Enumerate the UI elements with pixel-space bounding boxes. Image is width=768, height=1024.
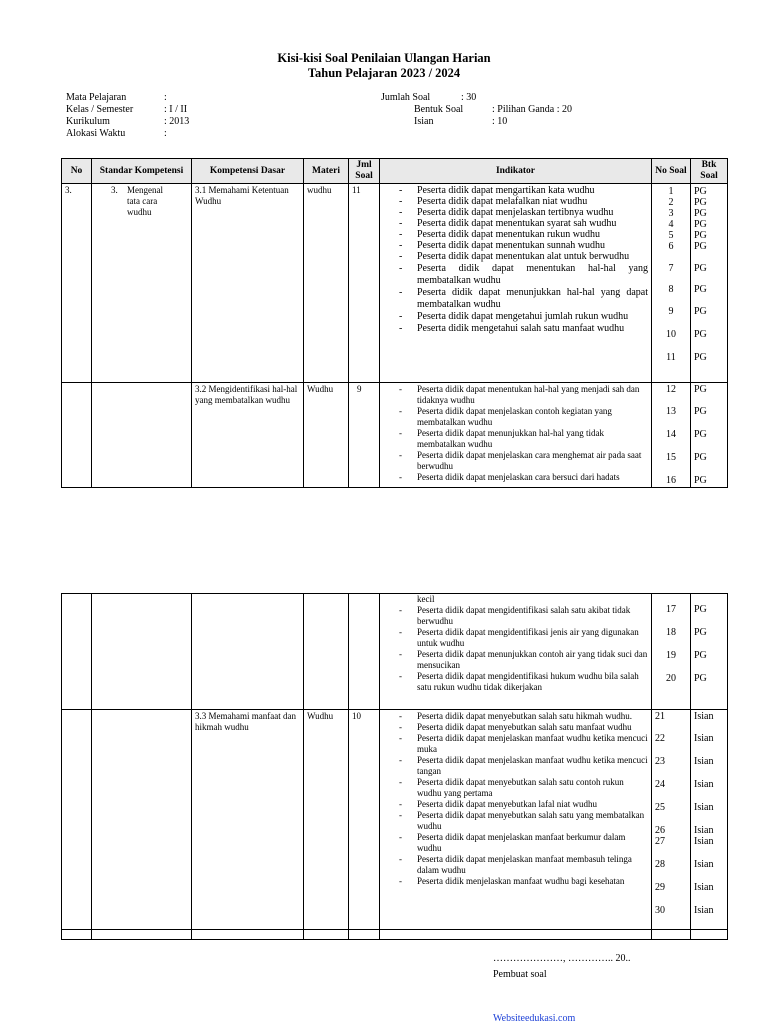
soal-number: 25: [655, 802, 665, 813]
soal-number: 29: [655, 882, 665, 893]
soal-number: 20: [666, 673, 676, 684]
signature-date-line: …………………, ………….. 20..: [493, 953, 631, 964]
kisi-kisi-table-page2: [61, 593, 728, 940]
materi-cell: Wudhu: [304, 710, 349, 930]
meta-value: : 2013: [164, 116, 190, 127]
header-no: No: [62, 159, 92, 184]
jumlah-soal-label: Jumlah Soal: [381, 92, 431, 103]
isian-value: : 10: [492, 116, 508, 127]
table-header-row: [62, 159, 728, 184]
indicator-item: - Peserta didik dapat menjelaskan contoh kegiatan yang membatalkan wudhu: [383, 406, 648, 428]
indicator-item: - Peserta didik dapat menjelaskan tertibnya wudhu: [383, 207, 648, 218]
soal-number: 19: [666, 650, 676, 661]
no-soal-cell: [652, 383, 691, 488]
indicator-item: - Peserta didik dapat menentukan hal-hal yang membatalkan wudhu: [383, 263, 648, 287]
table-row: [62, 710, 728, 930]
soal-type: Isian: [694, 756, 714, 767]
soal-number: 9: [668, 306, 674, 317]
soal-type: Isian: [694, 836, 714, 847]
indicator-item: - Peserta didik dapat menjelaskan manfaat membasuh telinga dalam wudhu: [383, 854, 648, 876]
indicator-item: - Peserta didik dapat menentukan sunnah wudhu: [383, 240, 648, 251]
indicator-item: - Peserta didik dapat menentukan hal-hal yang menjadi sah dan tidaknya wudhu: [383, 384, 648, 406]
sk-number: 3.: [111, 185, 118, 195]
indicator-item: - Peserta didik dapat menyebutkan salah satu contoh rukun wudhu yang pertama: [383, 777, 648, 799]
btk-soal-cell: [691, 594, 728, 710]
indicator-item: - Peserta didik dapat menentukan rukun wudhu: [383, 229, 648, 240]
soal-type: PG: [694, 241, 707, 252]
kisi-kisi-table-page1: [61, 158, 728, 488]
kompetensi-dasar-cell: 3.2 Mengidentifikasi hal-hal yang membatalkan wudhu: [192, 383, 304, 488]
soal-number: 2: [668, 197, 674, 208]
meta-left: [66, 92, 189, 140]
soal-type: PG: [694, 673, 707, 684]
header-indikator: Indikator: [380, 159, 652, 184]
soal-type: PG: [694, 219, 707, 230]
btk-soal-cell: [691, 710, 728, 930]
no-soal-cell: [652, 594, 691, 710]
soal-type: PG: [694, 208, 707, 219]
indikator-cell: [380, 184, 652, 383]
indicator-item: - Peserta didik dapat menentukan alat untuk berwudhu: [383, 251, 648, 263]
soal-type: PG: [694, 230, 707, 241]
indikator-cell: [380, 710, 652, 930]
bentuk-soal-label: Bentuk Soal: [414, 104, 464, 115]
soal-type: Isian: [694, 779, 714, 790]
meta-value: : I / II: [164, 104, 188, 115]
indicator-item: - Peserta didik dapat mengidentifikasi salah satu akibat tidak berwudhu: [383, 605, 648, 627]
soal-number: 3: [668, 208, 674, 219]
no-soal-cell: [652, 184, 691, 383]
indicator-item: - Peserta didik dapat menunjukkan hal-hal yang dapat membatalkan wudhu: [383, 287, 648, 311]
soal-number: 16: [666, 475, 676, 486]
isian-label: Isian: [414, 116, 434, 127]
soal-type: PG: [694, 306, 707, 317]
indicator-item: - Peserta didik dapat menentukan syarat sah wudhu: [383, 218, 648, 229]
table-row: [62, 594, 728, 710]
soal-type: Isian: [694, 882, 714, 893]
soal-type: PG: [694, 475, 707, 486]
soal-type: Isian: [694, 825, 714, 836]
signature-maker: Pembuat soal: [493, 969, 547, 980]
soal-number: 12: [666, 384, 676, 395]
document-title: Kisi-kisi Soal Penilaian Ulangan Harian: [277, 51, 491, 65]
pilihan-ganda-value: : Pilihan Ganda : 20: [492, 104, 572, 115]
indicator-item: - Peserta didik dapat menjelaskan cara bersuci dari hadats: [383, 472, 648, 483]
table-row: [62, 930, 728, 940]
header-standar-kompetensi: Standar Kompetensi: [92, 159, 192, 184]
soal-type: Isian: [694, 905, 714, 916]
soal-number: 1: [668, 186, 674, 197]
soal-type: PG: [694, 604, 707, 615]
indicator-item: - Peserta didik dapat menyebutkan lafal niat wudhu: [383, 799, 648, 810]
meta-label: Alokasi Waktu: [66, 128, 126, 139]
signature-block: [493, 953, 631, 981]
jml-soal-cell: 10: [349, 710, 380, 930]
soal-type: PG: [694, 197, 707, 208]
soal-number: 4: [668, 219, 674, 230]
soal-type: Isian: [694, 802, 714, 813]
indicator-item: - Peserta didik dapat menyebutkan salah satu hikmah wudhu.: [383, 711, 648, 722]
meta-right: [381, 92, 572, 128]
soal-type: PG: [694, 650, 707, 661]
table-row: [62, 184, 728, 383]
indicator-continuation: kecil: [417, 594, 435, 604]
indicator-item: - Peserta didik dapat mengidentifikasi hukum wudhu bila salah satu rukun wudhu tidak dikerjakan: [383, 671, 648, 693]
soal-number: 18: [666, 627, 676, 638]
soal-number: 30: [655, 905, 665, 916]
soal-type: PG: [694, 384, 707, 395]
soal-type: PG: [694, 263, 707, 274]
soal-number: 10: [666, 329, 676, 340]
row-no: 3.: [62, 184, 92, 383]
jml-soal-cell: 11: [349, 184, 380, 383]
indicator-item: - Peserta didik dapat menunjukkan contoh air yang tidak suci dan mensucikan: [383, 649, 648, 671]
indicator-item: - Peserta didik menjelaskan manfaat wudhu bagi kesehatan: [383, 876, 648, 887]
indicator-item: - Peserta didik dapat menunjukkan hal-hal yang tidak membatalkan wudhu: [383, 428, 648, 450]
header-materi: Materi: [304, 159, 349, 184]
indicator-item: - Peserta didik dapat mengartikan kata wudhu: [383, 185, 648, 196]
indikator-cell: [380, 594, 652, 710]
meta-label: Kelas / Semester: [66, 104, 134, 115]
materi-cell: wudhu: [304, 184, 349, 383]
standar-kompetensi-cell: [92, 184, 192, 383]
meta-label: Mata Pelajaran: [66, 92, 127, 103]
header-jml-soal: Jml Soal: [349, 159, 380, 184]
no-soal-cell: [652, 710, 691, 930]
indicator-item: - Peserta didik dapat menjelaskan manfaat wudhu ketika mencuci muka: [383, 733, 648, 755]
meta-label: Kurikulum: [66, 116, 110, 127]
indikator-cell: [380, 383, 652, 488]
soal-number: 7: [668, 263, 674, 274]
header-btk-soal: Btk Soal: [691, 159, 728, 184]
btk-soal-cell: [691, 184, 728, 383]
indicator-item: - Peserta didik dapat menjelaskan manfaat wudhu ketika mencuci tangan: [383, 755, 648, 777]
soal-type: PG: [694, 406, 707, 417]
btk-soal-cell: [691, 383, 728, 488]
header-kompetensi-dasar: Kompetensi Dasar: [192, 159, 304, 184]
soal-type: PG: [694, 452, 707, 463]
soal-number: 23: [655, 756, 665, 767]
soal-type: Isian: [694, 733, 714, 744]
soal-number: 6: [668, 241, 674, 252]
meta-value: :: [164, 128, 167, 139]
soal-number: 17: [666, 604, 676, 615]
soal-type: Isian: [694, 859, 714, 870]
soal-number: 27: [655, 836, 665, 847]
kompetensi-dasar-cell: 3.3 Memahami manfaat dan hikmah wudhu: [192, 710, 304, 930]
soal-number: 11: [666, 352, 676, 363]
soal-type: PG: [694, 352, 707, 363]
watermark-link[interactable]: Websiteedukasi.com: [493, 1013, 576, 1024]
soal-number: 22: [655, 733, 665, 744]
indicator-item: - Peserta didik dapat menjelaskan manfaat berkumur dalam wudhu: [383, 832, 648, 854]
soal-number: 21: [655, 711, 665, 722]
jumlah-soal-value: : 30: [461, 92, 477, 103]
soal-type: Isian: [694, 711, 714, 722]
kompetensi-dasar-cell: 3.1 Memahami Ketentuan Wudhu: [192, 184, 304, 383]
soal-number: 24: [655, 779, 665, 790]
indicator-item: - Peserta didik dapat menyebutkan salah satu manfaat wudhu: [383, 722, 648, 733]
soal-type: PG: [694, 186, 707, 197]
sk-text: Mengenal tata cara wudhu: [127, 185, 163, 217]
jml-soal-cell: 9: [349, 383, 380, 488]
soal-type: PG: [694, 429, 707, 440]
soal-type: PG: [694, 627, 707, 638]
header-no-soal: No Soal: [652, 159, 691, 184]
soal-number: 5: [668, 230, 674, 241]
materi-cell: Wudhu: [304, 383, 349, 488]
table-row: [62, 383, 728, 488]
soal-number: 15: [666, 452, 676, 463]
indicator-item: - Peserta didik dapat mengetahui jumlah rukun wudhu: [383, 311, 648, 323]
soal-type: PG: [694, 284, 707, 295]
indicator-item: - Peserta didik dapat mengidentifikasi jenis air yang digunakan untuk wudhu: [383, 627, 648, 649]
indicator-item: - Peserta didik dapat melafalkan niat wudhu: [383, 196, 648, 207]
indicator-item: - Peserta didik mengetahui salah satu manfaat wudhu: [383, 323, 648, 334]
soal-number: 28: [655, 859, 665, 870]
indicator-item: - Peserta didik dapat menyebutkan salah satu yang membatalkan wudhu: [383, 810, 648, 832]
soal-number: 26: [655, 825, 665, 836]
soal-number: 14: [666, 429, 676, 440]
soal-type: PG: [694, 329, 707, 340]
indicator-item: - Peserta didik dapat menjelaskan cara menghemat air pada saat berwudhu: [383, 450, 648, 472]
soal-number: 13: [666, 406, 676, 417]
meta-value: :: [164, 92, 167, 103]
soal-number: 8: [668, 284, 674, 295]
document-subtitle: Tahun Pelajaran 2023 / 2024: [307, 66, 461, 80]
